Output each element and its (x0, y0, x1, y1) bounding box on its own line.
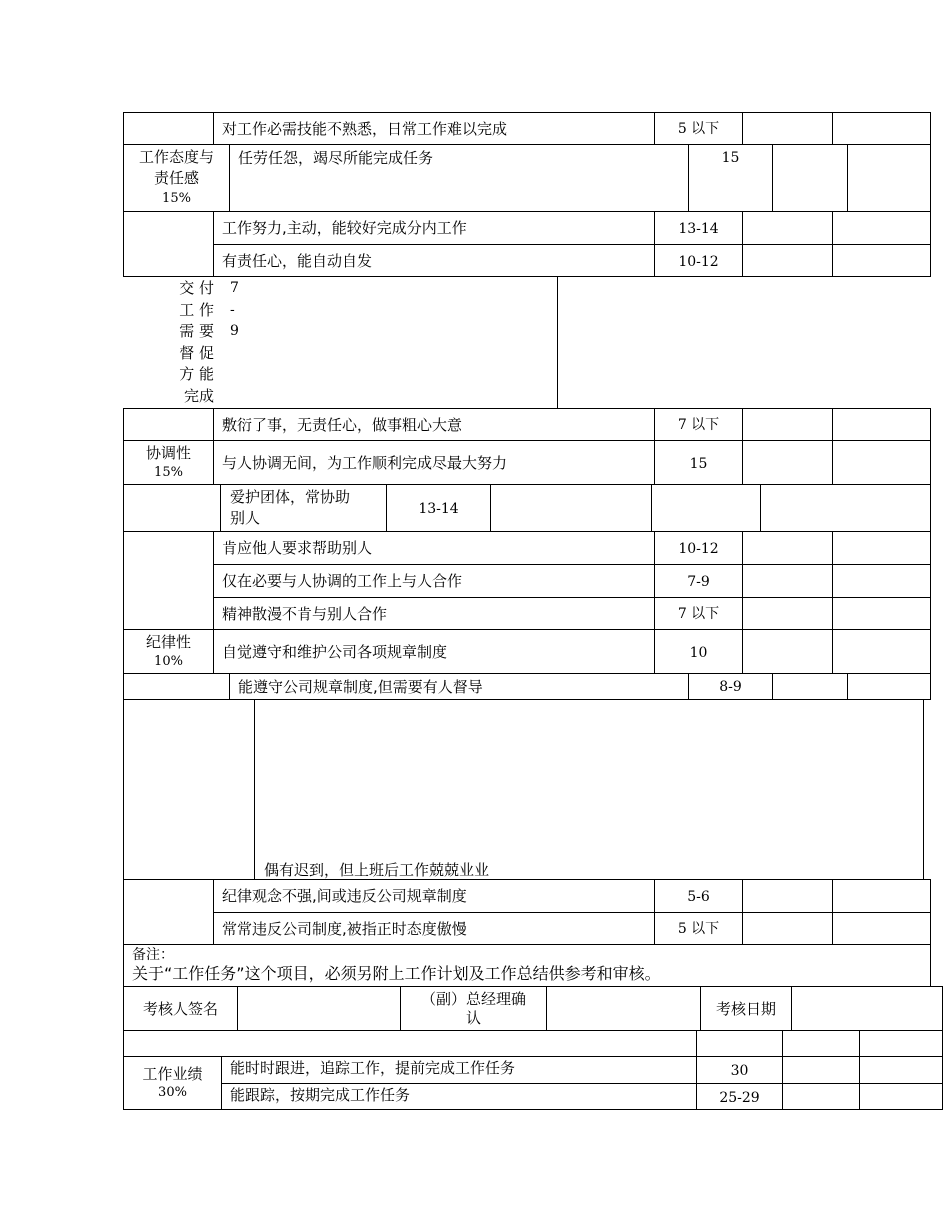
text-line: 认 (465, 1009, 481, 1027)
text-line: 完成 (183, 386, 214, 405)
divider (557, 277, 558, 408)
blank-cell[interactable] (772, 673, 848, 700)
blank-cell[interactable] (742, 211, 833, 245)
category-title-line: 责任感 (153, 169, 199, 187)
criteria-cell: 仅在必要与人协调的工作上与人合作 (213, 564, 655, 598)
blank-cell[interactable] (859, 1056, 943, 1084)
category-title (123, 1056, 222, 1110)
blank-cell[interactable] (742, 408, 833, 441)
criteria-cell: 敷衍了事，无责任心，做事粗心大意 (213, 408, 655, 441)
blank-cell[interactable] (742, 912, 833, 945)
table-cell (123, 879, 214, 945)
score-cell: 5 以下 (654, 112, 743, 145)
criteria-cell: 与人协调无间，为工作顺利完成尽最大努力 (213, 440, 655, 485)
blank-cell[interactable] (490, 484, 652, 532)
blank-cell[interactable] (832, 112, 931, 145)
blank-cell[interactable] (696, 1030, 783, 1057)
assessor-label: 考核人签名 (123, 986, 238, 1031)
score-cell: 7-9 (654, 564, 743, 598)
blank-cell[interactable] (832, 564, 931, 598)
assessor-signature-field[interactable] (237, 986, 401, 1031)
divider (123, 699, 124, 880)
category-title (123, 144, 230, 212)
blank-cell[interactable] (742, 564, 833, 598)
blank-cell[interactable] (782, 1056, 860, 1084)
blank-cell[interactable] (742, 879, 833, 913)
manager-signature-field[interactable] (546, 986, 701, 1031)
remarks-label: 备注： (132, 947, 174, 963)
text-line: 督 促 (179, 343, 214, 362)
criteria-cell: 有责任心，能自动自发 (213, 244, 655, 277)
table-cell (123, 531, 214, 630)
blank-cell[interactable] (859, 1083, 943, 1110)
blank-cell[interactable] (760, 484, 931, 532)
blank-cell[interactable] (772, 144, 848, 212)
criteria-cell: 工作努力,主动，能较好完成分内工作 (213, 211, 655, 245)
blank-cell[interactable] (832, 531, 931, 565)
text-line: 爱护团体，常协助 (230, 488, 351, 506)
criteria-cell: 精神散漫不肯与别人合作 (213, 597, 655, 630)
remarks-text: 关于“工作任务”这个项目，必须另附上工作计划及工作总结供参考和审核。 (132, 964, 661, 983)
text-line: 7 (230, 280, 239, 296)
score-cell: 5-6 (654, 879, 743, 913)
score-cell: 7 以下 (654, 408, 743, 441)
category-weight: 15% (162, 191, 191, 206)
text-line: （副）总经理确 (420, 990, 526, 1008)
divider (923, 699, 924, 880)
table-cell (123, 673, 230, 700)
text-line: 需 要 (179, 322, 214, 340)
criteria-cell: 肯应他人要求帮助别人 (213, 531, 655, 565)
blank-cell[interactable] (742, 597, 833, 630)
score-cell: 13-14 (386, 484, 491, 532)
blank-cell[interactable] (832, 244, 931, 277)
blank-cell[interactable] (832, 211, 931, 245)
date-label: 考核日期 (700, 986, 792, 1031)
blank-cell[interactable] (742, 531, 833, 565)
category-title-line: 纪律性 (145, 633, 191, 651)
blank-cell[interactable] (847, 673, 931, 700)
score-vertical-text (230, 278, 250, 343)
text-line: 交 付 (179, 279, 214, 297)
criteria-cell: 对工作必需技能不熟悉，日常工作难以完成 (213, 112, 655, 145)
blank-cell[interactable] (742, 244, 833, 277)
blank-cell[interactable] (832, 597, 931, 630)
category-weight: 10% (154, 654, 183, 669)
score-cell: 15 (688, 144, 773, 212)
blank-cell[interactable] (782, 1030, 860, 1057)
blank-cell[interactable] (859, 1030, 943, 1057)
category-title (123, 629, 214, 674)
score-cell: 7 以下 (654, 597, 743, 630)
category-weight: 15% (154, 465, 183, 480)
score-cell: 25-29 (696, 1083, 783, 1110)
text-line: 9 (230, 323, 239, 339)
score-cell: 10-12 (654, 244, 743, 277)
text-line: 别人 (230, 509, 261, 527)
criteria-vertical-text (164, 278, 214, 407)
table-cell (123, 112, 214, 145)
score-cell: 10 (654, 629, 743, 674)
table-cell (123, 408, 214, 441)
criteria-cell: 能时时跟进，追踪工作，提前完成工作任务 (221, 1056, 697, 1084)
criteria-cell: 纪律观念不强,间或违反公司规章制度 (213, 879, 655, 913)
category-title (123, 440, 214, 485)
score-cell: 8-9 (688, 673, 773, 700)
criteria-cell: 任劳任怨，竭尽所能完成任务 (229, 144, 689, 212)
criteria-cell: 常常违反公司制度,被指正时态度傲慢 (213, 912, 655, 945)
remarks-box (123, 944, 931, 987)
category-title-line: 工作业绩 (142, 1065, 203, 1083)
criteria-cell: 偶有迟到，但上班后工作兢兢业业 (264, 861, 490, 879)
score-cell: 10-12 (654, 531, 743, 565)
category-title-line: 协调性 (145, 444, 191, 462)
category-weight: 30% (158, 1085, 187, 1100)
blank-cell[interactable] (832, 440, 931, 485)
blank-cell[interactable] (742, 112, 833, 145)
manager-label (400, 986, 547, 1031)
blank-cell[interactable] (832, 912, 931, 945)
text-line: - (230, 301, 235, 318)
category-title-line: 工作态度与 (138, 148, 214, 166)
blank-cell[interactable] (651, 484, 761, 532)
criteria-cell: 能遵守公司规章制度,但需要有人督导 (229, 673, 689, 700)
blank-cell[interactable] (782, 1083, 860, 1110)
text-line: 工 作 (179, 300, 214, 319)
blank-cell[interactable] (847, 144, 931, 212)
text-line: 方 能 (179, 365, 214, 383)
score-cell: 30 (696, 1056, 783, 1084)
divider (254, 699, 255, 880)
score-cell: 13-14 (654, 211, 743, 245)
blank-cell[interactable] (832, 408, 931, 441)
criteria-cell: 自觉遵守和维护公司各项规章制度 (213, 629, 655, 674)
table-cell (123, 1030, 697, 1057)
blank-cell[interactable] (742, 629, 833, 674)
table-cell (123, 484, 221, 532)
table-cell (123, 211, 214, 277)
score-cell: 5 以下 (654, 912, 743, 945)
blank-cell[interactable] (742, 440, 833, 485)
blank-cell[interactable] (832, 629, 931, 674)
criteria-cell: 能跟踪，按期完成工作任务 (221, 1083, 697, 1110)
criteria-cell (220, 484, 387, 532)
score-cell: 15 (654, 440, 743, 485)
date-field[interactable] (791, 986, 943, 1031)
blank-cell[interactable] (832, 879, 931, 913)
